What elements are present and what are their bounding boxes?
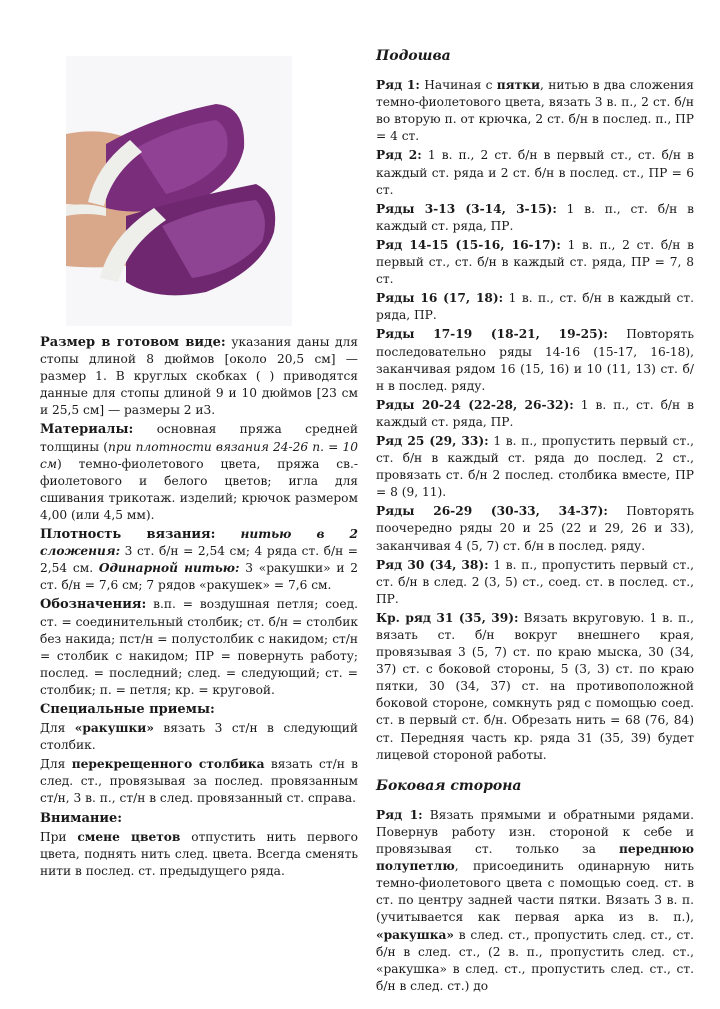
special-techniques-heading: Специальные приемы: — [40, 701, 215, 717]
row-instruction — [376, 237, 694, 288]
abbreviations-paragraph — [40, 596, 358, 699]
row-text: Вязать прямыми и обратными рядами. Повернув работу изн. стороной к себе и провязывая ст. только за — [376, 807, 694, 857]
side-row-instruction — [376, 807, 694, 995]
row-text: в след. ст., пропустить след. ст., ст. б/н в след. ст., (2 в. п., пропустить след. ст., «ракушка» в след. ст., пропустить след. ст., ст. б/н в след. ст.) до — [376, 927, 694, 993]
row-instruction — [376, 433, 694, 501]
row-instruction — [376, 77, 694, 145]
row-label: Ряд 30 (34, 38): — [376, 557, 489, 572]
materials-paragraph — [40, 421, 358, 524]
row-label: Ряды 17-19 (18-21, 19-25): — [376, 327, 608, 342]
row-text: 1 в. п., пропустить первый ст., ст. б/н в след. 2 (3, 5) ст., соед. ст. в послед. ст., ПР. — [376, 557, 694, 606]
row-instruction — [376, 557, 694, 608]
size-label: Размер в готовом виде: — [40, 335, 226, 350]
sole-section-title: Подошва — [376, 48, 451, 64]
attention-pre: При — [40, 829, 78, 844]
row-text: Начиная с — [419, 78, 497, 93]
row-instruction — [376, 326, 694, 394]
materials-label: Материалы: — [40, 422, 134, 438]
row-label: Ряд 25 (29, 33): — [376, 433, 489, 448]
row-text: , нитью в два сложения темно-фиолетового цвета, вязать 3 в. п., 2 ст. б/н во вторую п. от крючка, 2 ст. б/н в послед. п., ПР = 4 ст. — [376, 78, 694, 144]
special-shell-paragraph — [40, 720, 358, 754]
abbreviations-text: в.п. = воздушная петля; соед. ст. = соединительный столбик; ст. б/н = столбик без накида; пст/н = полустолбик с накидом; ст/н = столбик с накидом; ПР = повернуть работу; послед. = последний; след. = следующий; ст. = столбик; п. = петля; кр. = круговой. — [40, 597, 358, 697]
right-column — [376, 48, 694, 997]
materials-text-2: ) темно-фиолетового цвета, пряжа св.-фиолетового и белого цветов; игла для сшивания трикотаж. изделий; крючок размером 4,00 (или 4,5 мм). — [40, 456, 358, 522]
crossed-pre: Для — [40, 757, 72, 772]
attention-term: смене цветов — [77, 829, 181, 844]
crossed-post: вязать ст/н в след. ст., провязывая за послед. провязанным ст/н, 3 в. п., ст/н в след. провязанный ст. справа. — [40, 757, 359, 806]
gauge-paragraph — [40, 526, 358, 594]
special-crossed-paragraph — [40, 756, 358, 807]
row-text: 1 в. п., пропустить первый ст., ст. б/н в каждый ст. ряда до послед. 2 ст., провязать ст. б/н 2 послед. столбика вместе, ПР = 8 (9, 11). — [376, 433, 694, 500]
row-bold-term: «ракушка» — [376, 927, 455, 942]
row-instruction — [376, 397, 694, 431]
row-text: 1 в. п., 2 ст. б/н в первый ст., ст. б/н в каждый ст. ряда и 2 ст. б/н в послед. ст., ПР = 6 ст. — [376, 148, 695, 197]
row-instruction — [376, 290, 694, 324]
row-label: Ряды 26-29 (30-33, 34-37): — [376, 504, 608, 519]
gauge-label: Плотность вязания: — [40, 527, 216, 543]
row-bold-term: переднюю полупетлю — [376, 842, 694, 874]
row-label: Ряд 1: — [376, 807, 423, 822]
row-text: Вязать вкруговую. 1 в. п., вязать ст. б/н вокруг внешнего края, провязывая 3 (5, 7) ст. по краю мыска, 30 (34, 37) ст. с боковой стороны, 5 (3, 3) ст. по краю пятки, 30 (34, 37) ст. на противоположной боковой стороне, сомкнуть ряд с помощью соед. ст. в первый ст. б/н. Обрезать нить = 68 (76, 84) ст. Передняя часть кр. ряда 31 (35, 39) будет лицевой стороной работы. — [376, 610, 694, 762]
size-text: указания даны для стопы длиной 8 дюймов [около 20,5 см] — размер 1. В круглых скобках ( ) приводятся данные для стопы длиной 9 и 10 дюймов [23 см и 25,5 см] — размеры 2 и3. — [40, 335, 358, 418]
row-text: 1 в. п., ст. б/н в каждый ст. ряда, ПР. — [376, 397, 694, 429]
gauge-double-strand: нитью в 2 сложения: — [40, 527, 358, 559]
row-label: Ряды 16 (17, 18): — [376, 291, 504, 306]
attention-heading: Внимание: — [40, 810, 123, 826]
row-text: , присоединить одинарную нить темно-фиолетового цвета с помощью соед. ст. в ст. по центру задней части пятки. Вязать 3 в. п. (учитывается как первая арка из в. п.), — [376, 859, 694, 925]
row-label: Ряд 1: — [376, 78, 420, 93]
shell-pre: Для — [40, 721, 75, 736]
attention-post: отпустить нить первого цвета, поднять нить след. цвета. Всегда сменять нити в послед. ст. предыдущего ряда. — [40, 829, 359, 878]
attention-paragraph — [40, 829, 358, 880]
row-bold-term: пятки — [496, 78, 541, 93]
row-text: 1 в. п., 2 ст. б/н в первый ст., ст. б/н в каждый ст. ряда, ПР = 7, 8 ст. — [376, 237, 694, 287]
shell-post: вязать 3 ст/н в следующий столбик. — [40, 721, 358, 753]
shell-term: «ракушки» — [74, 721, 154, 736]
row-label: Ряды 3-13 (3-14, 3-15): — [376, 201, 557, 216]
row-text: 1 в. п., ст. б/н в каждый ст. ряда, ПР. — [376, 291, 694, 323]
row-label: Кр. ряд 31 (35, 39): — [376, 610, 519, 625]
crossed-term: перекрещенного столбика — [71, 757, 265, 772]
gauge-text-2: 3 «ракушки» и 2 ст. б/н = 7,6 см; 7 рядов «ракушек» = 7,6 см. — [40, 561, 359, 593]
gauge-single-strand: Одинарной нитью: — [98, 561, 240, 576]
side-section-title: Боковая сторона — [376, 777, 522, 794]
row-text: Повторять поочередно ряды 20 и 25 (22 и 29, 26 и 33), заканчивая 4 (5, 7) ст. б/н в послед. ряду. — [376, 504, 694, 553]
slippers-photo — [66, 56, 292, 326]
row-instruction — [376, 610, 694, 764]
materials-text-1: основная пряжа средней толщины ( — [40, 422, 358, 454]
gauge-text-1: 3 ст. б/н = 2,54 см; 4 ряда ст. б/н = 2,54 см. — [40, 544, 358, 576]
row-text: Повторять последовательно ряды 14-16 (15-17, 16-18), заканчивая рядом 16 (15, 16) и 10 (11, 13) ст. б/н в послед. ряду. — [376, 327, 694, 393]
abbreviations-label: Обозначения: — [40, 597, 147, 613]
left-column — [40, 334, 358, 882]
row-instruction — [376, 503, 694, 554]
row-label: Ряд 2: — [376, 148, 422, 163]
size-paragraph — [40, 334, 358, 419]
materials-gauge-note: при плотности вязания 24-26 п. = 10 см — [40, 439, 358, 471]
row-instruction — [376, 147, 694, 198]
row-text: 1 в. п., ст. б/н в каждый ст. ряда, ПР. — [376, 201, 694, 233]
row-label: Ряд 14-15 (15-16, 16-17): — [376, 237, 561, 252]
row-label: Ряды 20-24 (22-28, 26-32): — [376, 397, 574, 412]
row-instruction — [376, 201, 694, 235]
